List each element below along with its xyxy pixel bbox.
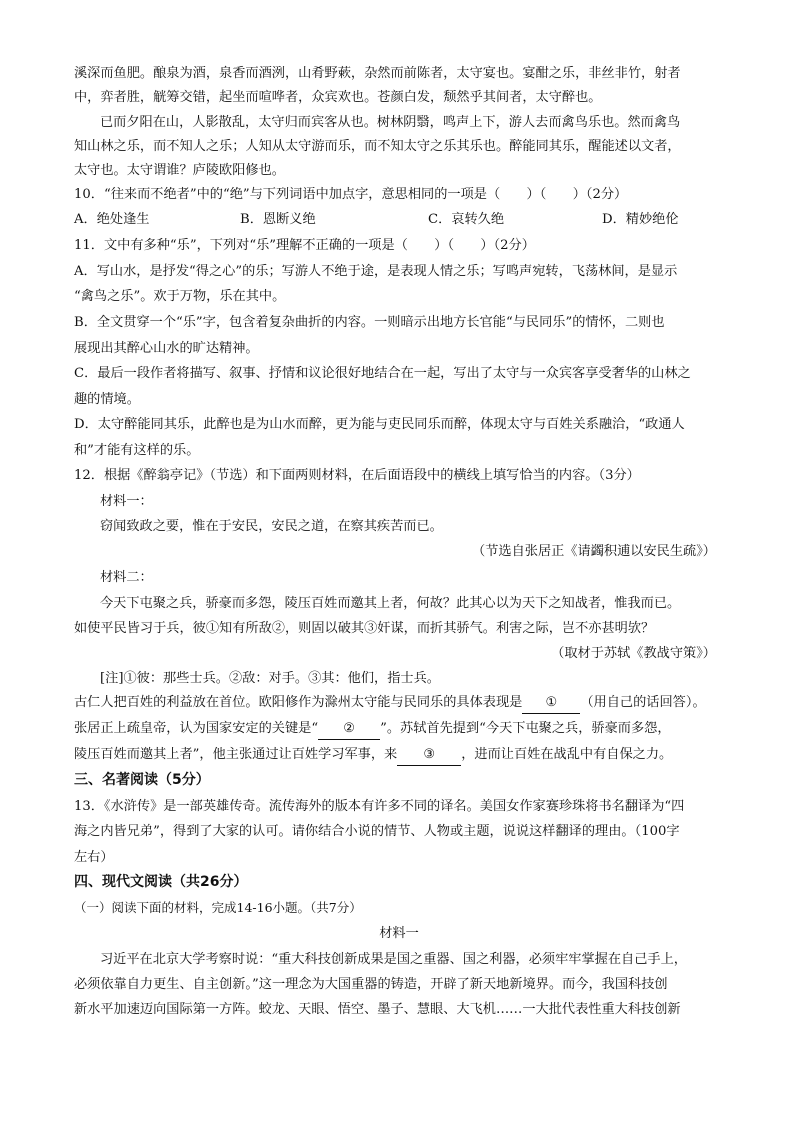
q10-stem: 10．“往来而不绝者”中的“绝”与下列词语中加点字，意思相同的一项是（ ）（ ）（2分）	[74, 187, 628, 202]
material-1-title: 材料一：	[100, 494, 153, 509]
q11-option-a: A．写山水，是抒发“得之心”的乐；写游人不绝于途，是表现人情之乐；写鸣声宛转，飞荡林间，是显示	[74, 264, 678, 279]
q11-option-d: D．太守醉能同其乐，此醉也是为山水而醉，更为能与吏民同乐而醉，体现太守与百姓关系融洽，“政通人	[74, 417, 685, 432]
blank-1[interactable]: ①	[522, 693, 580, 714]
annotation-note: [注]①彼：那些士兵。②敌：对手。③其：他们，指士兵。	[100, 671, 440, 686]
q13-line: 海之内皆兄弟”，得到了大家的认可。请你结合小说的情节、人物或主题，说说这样翻译的理由。（100字	[74, 824, 680, 839]
passage-line: 溪深而鱼肥。酿泉为酒，泉香而酒洌，山肴野蔌，杂然而前陈者，太守宴也。宴酣之乐，非丝非竹，射者	[74, 66, 681, 81]
blank-2[interactable]: ②	[318, 719, 380, 740]
passage-line: 中，弈者胜，觥筹交错，起坐而喧哗者，众宾欢也。苍颜白发，颓然乎其间者，太守醉也。	[74, 90, 602, 105]
fill-line-2	[74, 719, 724, 740]
q11-stem: 11．文中有多种“乐”，下列对“乐”理解不正确的一项是（ ）（ ）（2分）	[74, 238, 535, 253]
section-3-heading: 三、名著阅读（5分）	[74, 772, 210, 788]
material-title: 材料一	[379, 926, 419, 941]
section-4-text: 必须依靠自力更生、自主创新。”这一理念为大国重器的铸造，开辟了新天地新境界。而今，我国科技创	[74, 977, 668, 992]
material-2-text: 今天下屯聚之兵，骄豪而多怨，陵压百姓而邀其上者，何故？此其心以为天下之知战者，惟我而已。	[100, 596, 681, 611]
fill-1-text-end: （用自己的话回答）。	[580, 695, 706, 710]
fill-line-1	[74, 693, 724, 714]
q11-option-a-cont: “禽鸟之乐”。欢于万物，乐在其中。	[74, 289, 286, 304]
passage-line: 已而夕阳在山，人影散乱，太守归而宾客从也。树林阴翳，鸣声上下，游人去而禽鸟乐也。然而禽鸟	[100, 115, 681, 130]
fill-3-text-end: ，进而让百姓在战乱中有自保之力。	[461, 747, 673, 762]
section-4-sub: （一）阅读下面的材料，完成14-16小题。（共7分）	[74, 900, 362, 915]
fill-2-text-end: ”。苏轼首先提到“今天下屯聚之兵，骄豪而多怨，	[380, 721, 671, 736]
fill-3-text: 陵压百姓而邀其上者”，他主张通过让百姓学习军事，来	[74, 747, 398, 762]
q11-option-c-cont: 趣的情境。	[74, 392, 140, 407]
material-1-source: （节选自张居正《请蠲积逋以安民生疏》）	[472, 544, 716, 559]
q11-option-b-cont: 展现出其醉心山水的旷达精神。	[74, 341, 259, 356]
q10-option-a: A．绝处逢生	[74, 212, 150, 227]
material-2-title: 材料二：	[100, 570, 153, 585]
q11-option-d-cont: 和”才能有这样的乐。	[74, 443, 200, 458]
material-1-text: 窃闻致政之要，惟在于安民，安民之道，在察其疾苦而已。	[100, 519, 443, 534]
q13-line: 左右）	[74, 850, 114, 865]
fill-2-text: 张居正上疏皇帝，认为国家安定的关键是“	[74, 721, 319, 736]
q11-option-b: B．全文贯穿一个“乐”字，包含着复杂曲折的内容。一则暗示出地方长官能“与民同乐”的情怀，二则也	[74, 315, 665, 330]
q10-option-c: C．哀转久绝	[428, 212, 505, 227]
fill-line-3	[74, 745, 724, 766]
q10-option-d: D．精妙绝伦	[602, 212, 679, 227]
q13-line: 13．《水浒传》是一部英雄传奇。流传海外的版本有许多不同的译名。美国女作家赛珍珠将书名翻译为“四	[74, 799, 685, 814]
section-4-text: 新水平加速迈向国际第一方阵。蛟龙、天眼、悟空、墨子、慧眼、大飞机……一大批代表性重大科技创新	[74, 1002, 681, 1017]
passage-line: 太守也。太守谓谁？庐陵欧阳修也。	[74, 163, 285, 178]
section-4-text: 习近平在北京大学考察时说：“重大科技创新成果是国之重器、国之利器，必须牢牢掌握在自己手上，	[100, 952, 687, 967]
q11-option-c: C．最后一段作者将描写、叙事、抒情和议论很好地结合在一起，写出了太守与一众宾客享受奢华的山林之	[74, 366, 691, 381]
section-4-heading: 四、现代文阅读（共26分）	[74, 874, 248, 890]
q10-option-b: B．恩断义绝	[240, 212, 316, 227]
material-2-source: （取材于苏轼《教战守策》）	[551, 646, 716, 661]
q12-stem: 12．根据《醉翁亭记》（节选）和下面两则材料，在后面语段中的横线上填写恰当的内容。（3分）	[74, 468, 640, 483]
material-2-text: 如使平民皆习于兵，彼①知有所敌②，则固以破其③奸谋，而折其骄气。利害之际，岂不亦甚明欤？	[74, 621, 655, 636]
passage-line: 知山林之乐，而不知人之乐；人知从太守游而乐，而不知太守之乐其乐也。醉能同其乐，醒能述以文者，	[74, 139, 681, 154]
blank-3[interactable]: ③	[397, 745, 461, 766]
q10-options	[74, 210, 724, 230]
fill-1-text: 古仁人把百姓的利益放在首位。欧阳修作为滁州太守能与民同乐的具体表现是	[74, 695, 523, 710]
